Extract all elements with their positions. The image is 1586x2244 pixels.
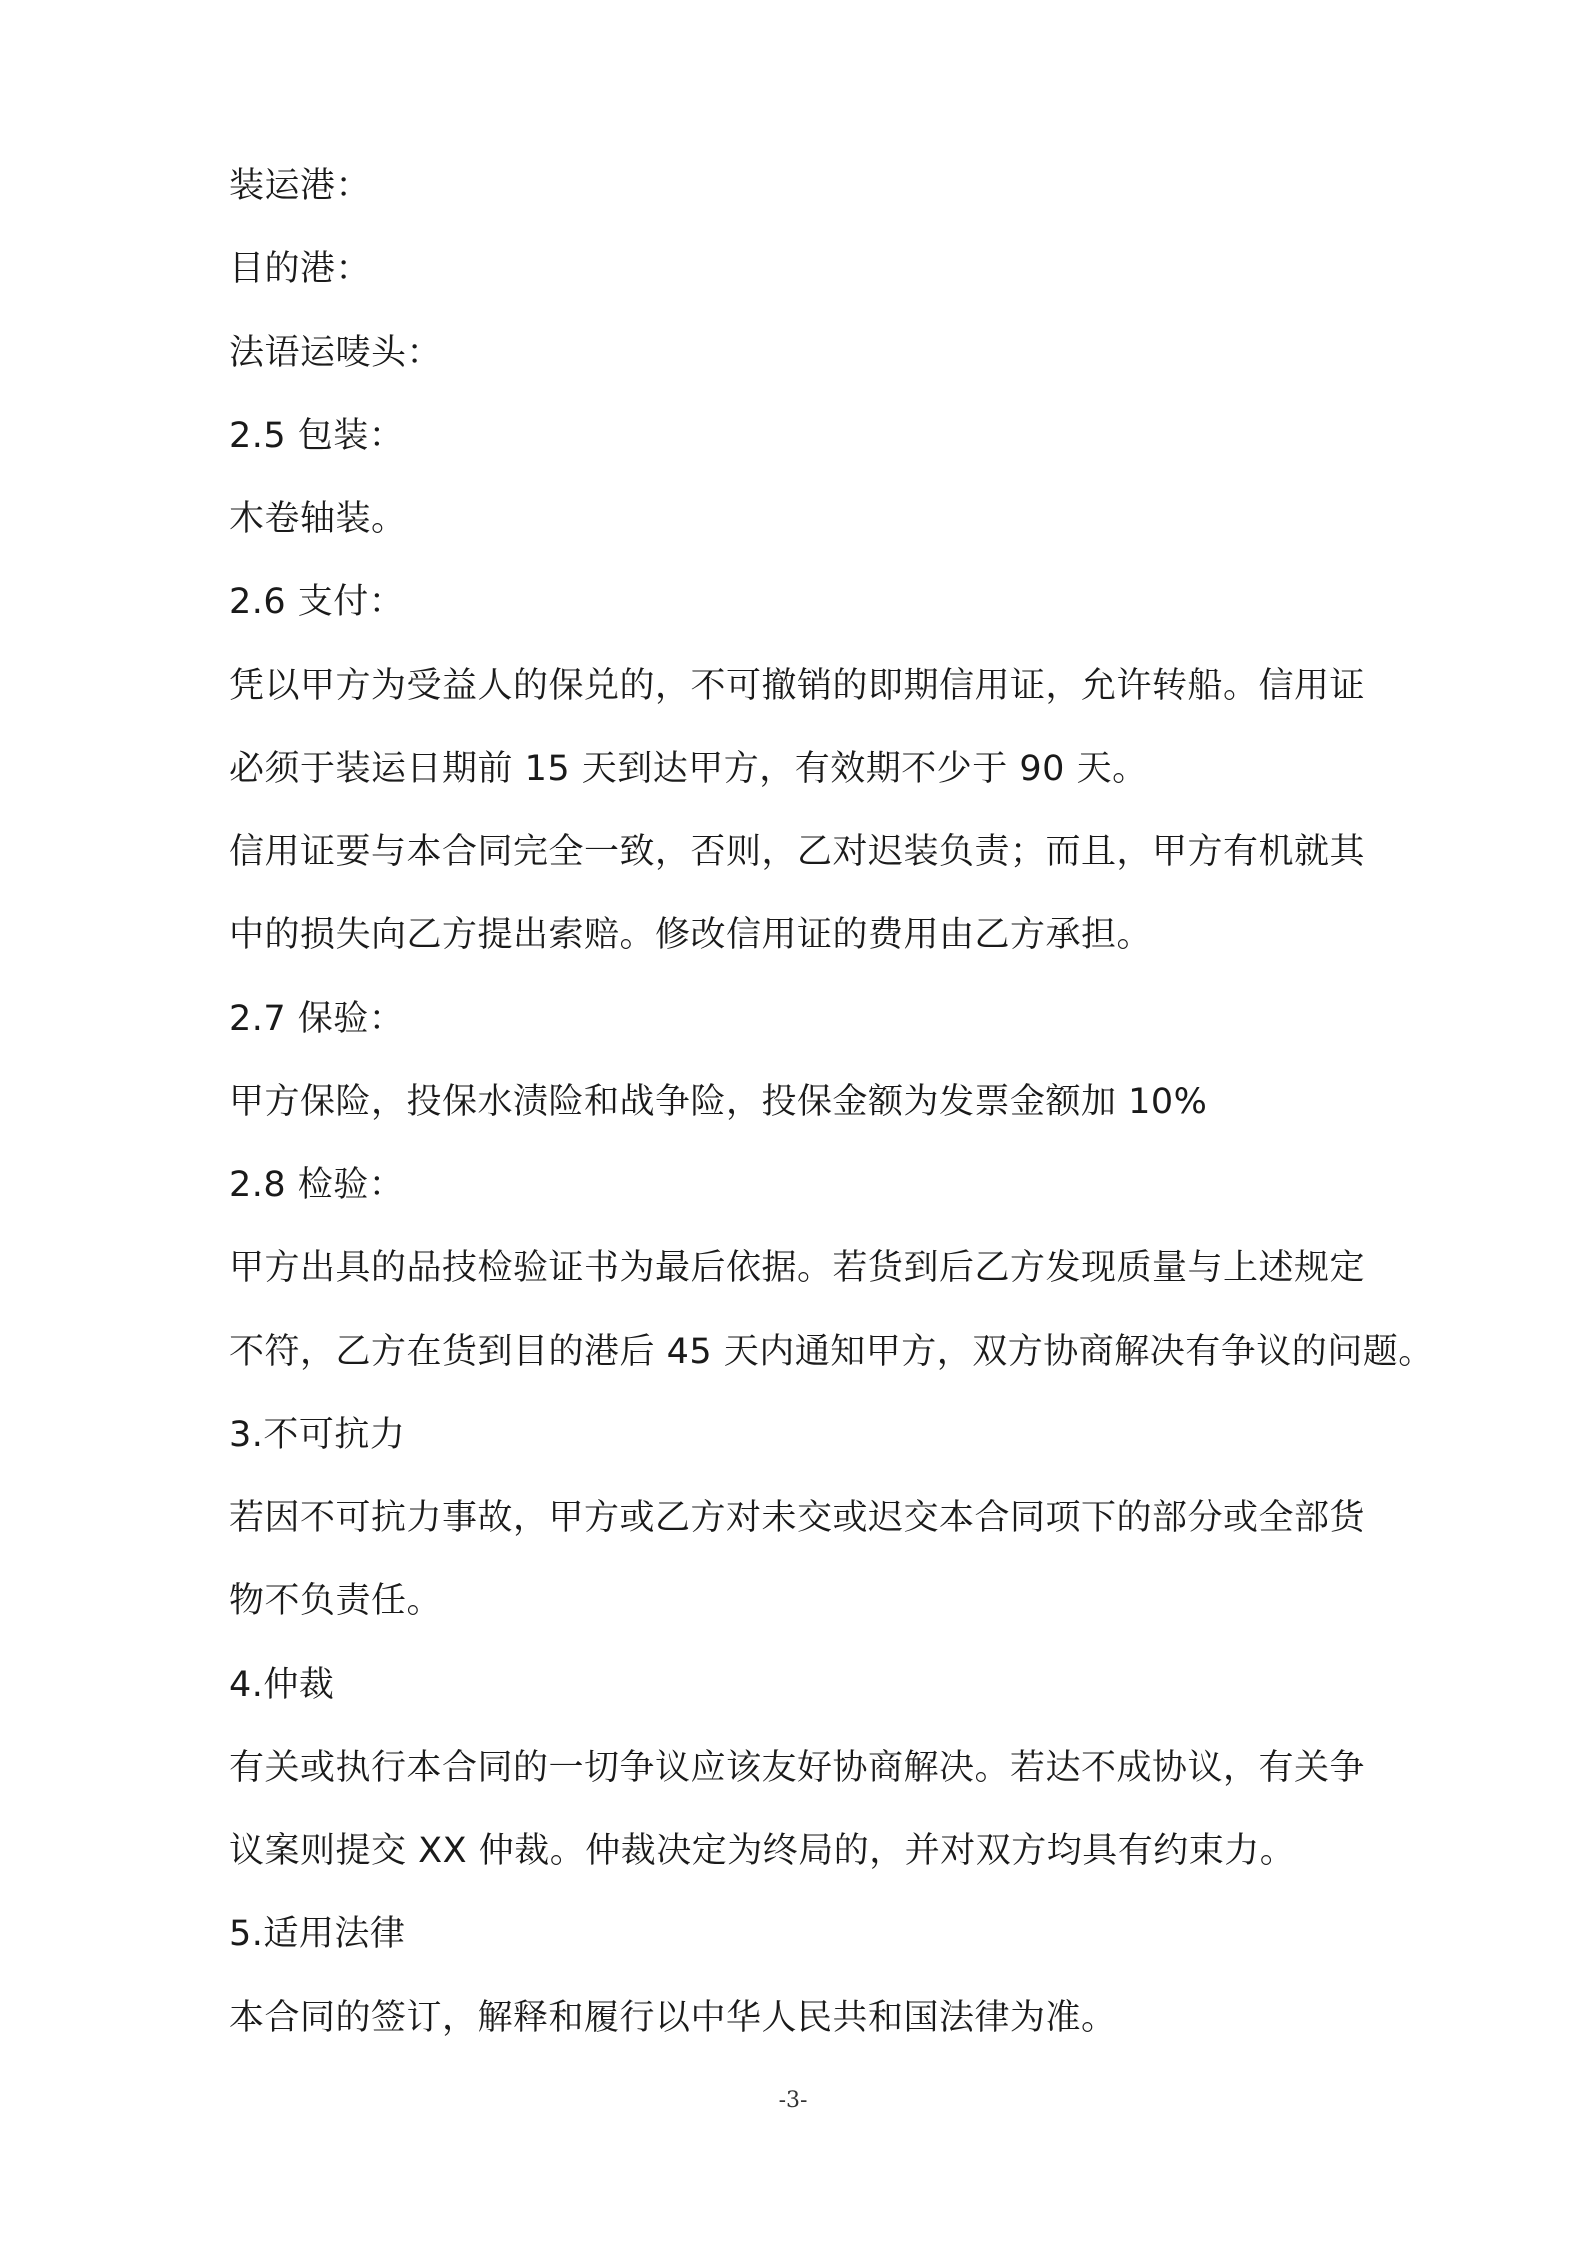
paragraph-line: 必须于装运日期前 15 天到达甲方，有效期不少于 90 天。 bbox=[229, 749, 1148, 789]
section-heading-inspection: 2.8 检验： bbox=[229, 1165, 405, 1205]
paragraph-line: 本合同的签订，解释和履行以中华人民共和国法律为准。 bbox=[229, 1998, 1117, 2038]
section-heading-force-majeure: 3.不可抗力 bbox=[229, 1415, 406, 1455]
section-heading-arbitration: 4.仲裁 bbox=[229, 1665, 335, 1705]
paragraph-line: 木卷轴装。 bbox=[229, 499, 407, 539]
paragraph-line: 信用证要与本合同完全一致，否则，乙对迟装负责；而且，甲方有机就其 bbox=[229, 832, 1366, 872]
paragraph-line: 甲方保险，投保水渍险和战争险，投保金额为发票金额加 10% bbox=[229, 1082, 1208, 1122]
field-destination-port: 目的港： bbox=[229, 249, 372, 289]
paragraph-line: 若因不可抗力事故，甲方或乙方对未交或迟交本合同项下的部分或全部货 bbox=[229, 1498, 1366, 1538]
paragraph-line: 不符，乙方在货到目的港后 45 天内通知甲方，双方协商解决有争议的问题。 bbox=[229, 1332, 1434, 1372]
paragraph-line: 有关或执行本合同的一切争议应该友好协商解决。若达不成协议，有关争 bbox=[229, 1748, 1366, 1788]
section-heading-governing-law: 5.适用法律 bbox=[229, 1914, 406, 1954]
field-shipping-marks: 法语运唛头： bbox=[229, 333, 443, 373]
section-heading-payment: 2.6 支付： bbox=[229, 582, 405, 622]
paragraph-line: 物不负责任。 bbox=[229, 1581, 443, 1621]
section-heading-packing: 2.5 包装： bbox=[229, 416, 405, 456]
paragraph-line: 中的损失向乙方提出索赔。修改信用证的费用由乙方承担。 bbox=[229, 915, 1153, 955]
paragraph-line: 议案则提交 XX 仲裁。仲裁决定为终局的，并对双方均具有约束力。 bbox=[229, 1831, 1296, 1871]
paragraph-line: 凭以甲方为受益人的保兑的，不可撤销的即期信用证，允许转船。信用证 bbox=[229, 666, 1366, 706]
section-heading-insurance: 2.7 保验： bbox=[229, 999, 405, 1039]
field-loading-port: 装运港： bbox=[229, 166, 372, 206]
paragraph-line: 甲方出具的品技检验证书为最后依据。若货到后乙方发现质量与上述规定 bbox=[229, 1248, 1366, 1288]
page-number: -3- bbox=[778, 2088, 808, 2113]
